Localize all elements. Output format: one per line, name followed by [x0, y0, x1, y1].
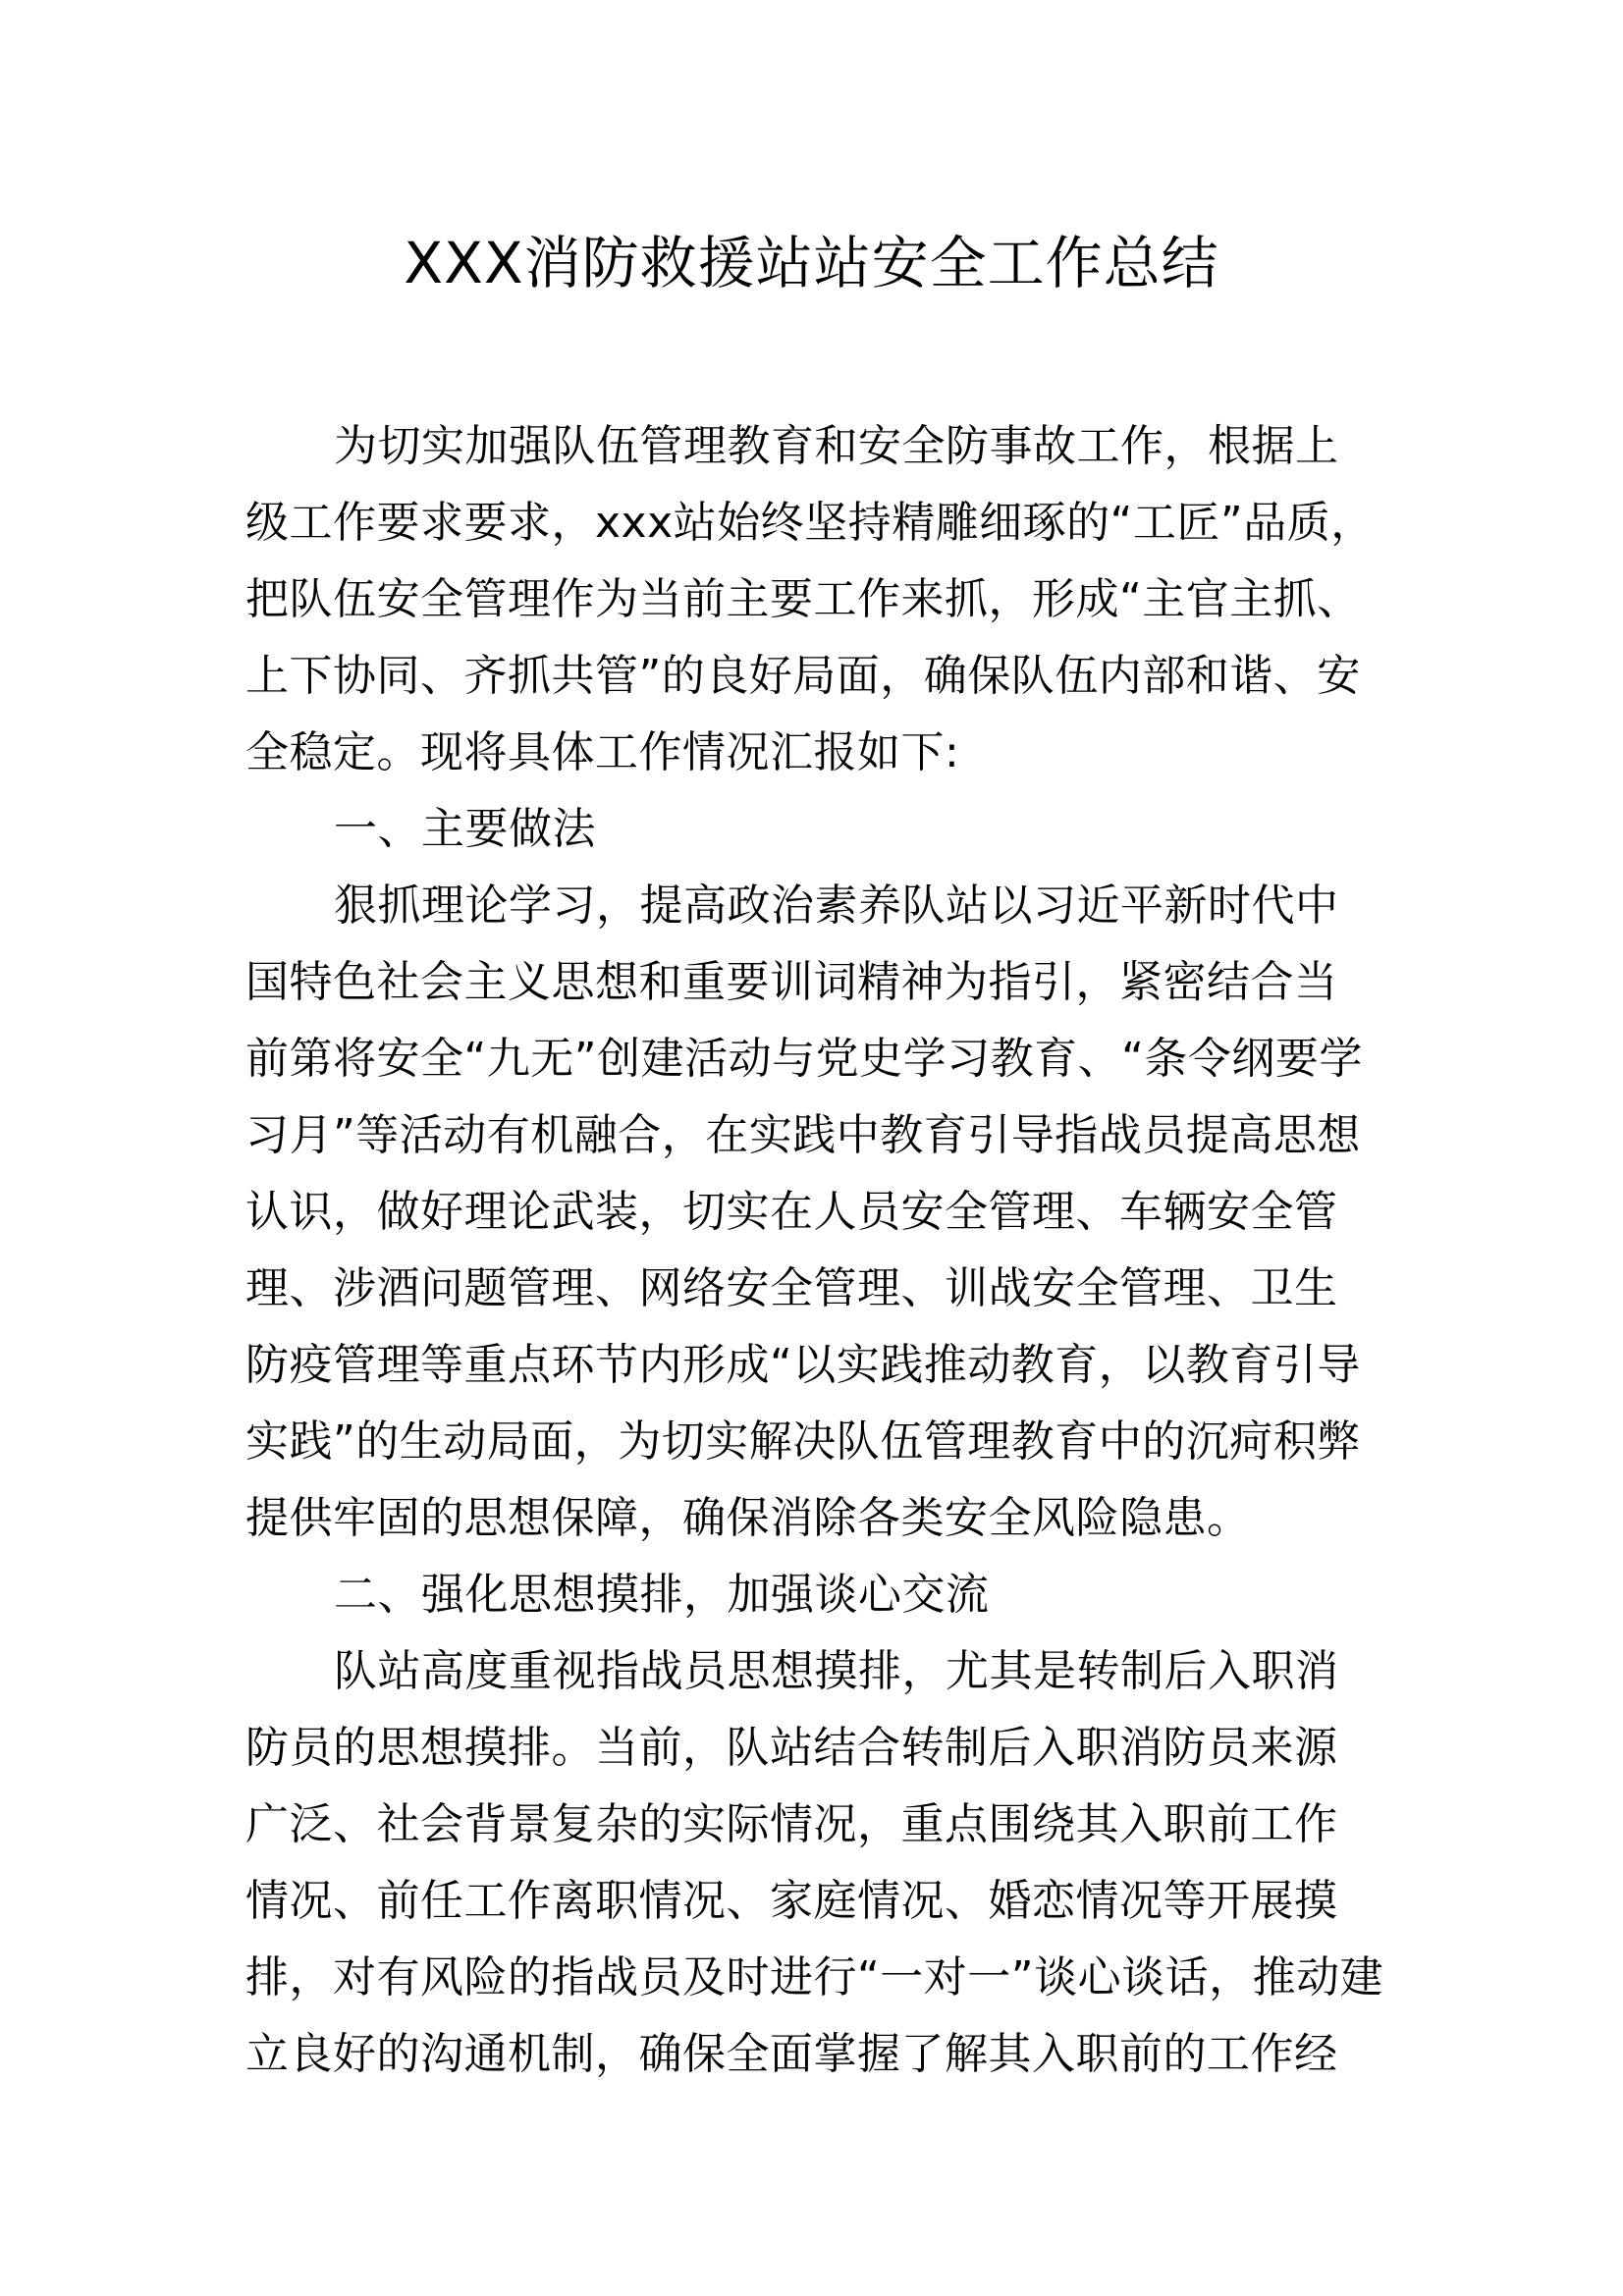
paragraph-line: 国特色社会主义思想和重要训词精神为指引，紧密结合当 [245, 957, 1338, 1007]
paragraph-line: 排，对有风险的指战员及时进行“一对一”谈心谈话，推动建 [245, 1952, 1384, 2002]
paragraph-line: 队站高度重视指战员思想摸排，尤其是转制后入职消 [334, 1646, 1339, 1696]
paragraph-line: 立良好的沟通机制，确保全面掌握了解其入职前的工作经 [245, 2029, 1338, 2079]
paragraph-line: 防疫管理等重点环节内形成“以实践推动教育，以教育引导 [245, 1340, 1361, 1390]
paragraph-line: 上下协同、齐抓共管”的良好局面，确保队伍内部和谐、安 [245, 651, 1361, 701]
paragraph-line: 理、涉酒问题管理、网络安全管理、训战安全管理、卫生 [245, 1263, 1338, 1313]
paragraph-line: 前第将安全“九无”创建活动与党史学习教育、“条令纲要学 [245, 1034, 1363, 1084]
paragraph-line: 防员的思想摸排。当前，队站结合转制后入职消防员来源 [245, 1723, 1338, 1773]
paragraph-line: 实践”的生动局面，为切实解决队伍管理教育中的沉疴积弊 [245, 1416, 1361, 1467]
paragraph-line: 为切实加强队伍管理教育和安全防事故工作，根据上 [334, 421, 1339, 471]
paragraph-line: 习月”等活动有机融合，在实践中教育引导指战员提高思想 [245, 1110, 1361, 1160]
paragraph-line: 广泛、社会背景复杂的实际情况，重点围绕其入职前工作 [245, 1799, 1338, 1849]
paragraph-line: 提供牢固的思想保障，确保消除各类安全风险隐患。 [245, 1493, 1251, 1543]
paragraph-line: 级工作要求要求，xxx站始终坚持精雕细琢的“工匠”品质， [245, 498, 1375, 548]
document-title: XXX消防救援站站安全工作总结 [404, 230, 1219, 296]
section-heading-2: 二、强化思想摸排，加强谈心交流 [334, 1570, 990, 1620]
section-heading-1: 一、主要做法 [334, 804, 596, 854]
paragraph-line: 狠抓理论学习，提高政治素养队站以习近平新时代中 [334, 881, 1339, 931]
paragraph-line: 情况、前任工作离职情况、家庭情况、婚恋情况等开展摸 [245, 1876, 1338, 1926]
paragraph-line: 把队伍安全管理作为当前主要工作来抓，形成“主官主抓、 [245, 574, 1361, 624]
paragraph-line: 认识，做好理论武装，切实在人员安全管理、车辆安全管 [245, 1187, 1338, 1237]
paragraph-line: 全稳定。现将具体工作情况汇报如下: [245, 727, 960, 777]
